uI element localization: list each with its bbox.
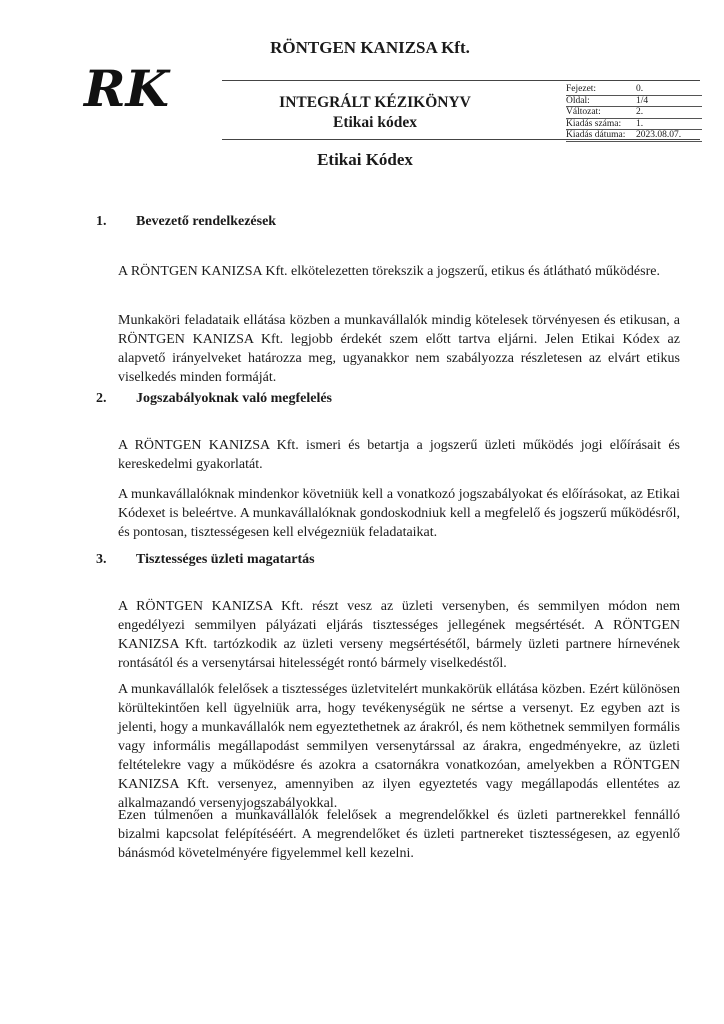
section-title: Tisztességes üzleti magatartás (136, 552, 315, 567)
company-name: RÖNTGEN KANIZSA Kft. (270, 38, 470, 57)
meta-row-issue-number (566, 119, 702, 131)
section-heading-3 (96, 552, 315, 568)
meta-row-page (566, 96, 702, 108)
meta-key: Fejezet: (566, 84, 597, 94)
meta-key: Kiadás dátuma: (566, 130, 626, 141)
section-number: 3. (96, 552, 107, 567)
section-number: 1. (96, 214, 107, 229)
meta-key: Változat: (566, 107, 601, 118)
manual-title: INTEGRÁLT KÉZIKÖNYV (279, 94, 471, 111)
section-number: 2. (96, 391, 107, 406)
meta-row-issue-date (566, 130, 702, 142)
meta-row-version (566, 107, 702, 119)
paragraph: A munkavállalóknak mindenkor követniük kell a vonatkozó jogszabályokat és előírásokat, az Etikai Kódexet is beleértve. A munkavállalóknak gondoskodniuk kell a megfelelő és jogszerű működésről, és pontosan, tisztességesen kell elvégezniük feladataikat. (118, 487, 680, 540)
paragraph: A RÖNTGEN KANIZSA Kft. ismeri és betartja a jogszerű üzleti működés jogi előírásait és kereskedelmi gyakorlatát. (118, 438, 680, 472)
meta-value: 1/4 (636, 95, 649, 106)
section-title: Jogszabályoknak való megfelelés (136, 391, 332, 406)
company-logo (78, 58, 228, 118)
meta-key: Kiadás száma: (566, 118, 622, 129)
document-title: Etikai Kódex (317, 150, 413, 169)
meta-row-chapter (566, 84, 702, 96)
paragraph: Ezen túlmenően a munkavállalók felelősek a megrendelőkkel és üzleti partnerekkel fennálló bizalmi kapcsolat felépítéséért. A megrendelőket és üzleti partnereket tisztességesen, az egyenlő bánásmód követelményére figyelemmel kell kezelni. (118, 808, 680, 861)
header-divider-top (222, 80, 700, 81)
svg-text:RK: RK (84, 59, 170, 118)
paragraph: A RÖNTGEN KANIZSA Kft. részt vesz az üzleti versenyben, és semmilyen módon nem engedélyezi semmilyen pályázati eljárás tisztességes jellegének megsértését. A RÖNTGEN KANIZSA Kft. tartózkodik az üzleti verseny megsértésétől, bármely üzleti partnere hírnevének rontásától és a versenytársai hitelességét rontó bármely viselkedéstől. (118, 599, 680, 671)
document-meta-table (566, 84, 702, 142)
section-heading-2 (96, 391, 332, 407)
paragraph: A RÖNTGEN KANIZSA Kft. elkötelezetten törekszik a jogszerű, etikus és átlátható működésre. (118, 264, 660, 279)
paragraph: Munkaköri feladataik ellátása közben a munkavállalók mindig kötelesek törvényesen és etikusan, a RÖNTGEN KANIZSA Kft. legjobb érdekét szem előtt tartva eljárni. Jelen Etikai Kódex az alapvető irányelveket határozza meg, ugyanakkor nem szabályozza részletesen az elvárt etikus viselkedés minden formáját. (118, 313, 680, 385)
meta-value: 2. (636, 107, 644, 118)
meta-key: Oldal: (566, 95, 590, 106)
manual-subtitle: Etikai kódex (333, 114, 417, 131)
meta-value: 0. (636, 84, 644, 94)
section-title: Bevezető rendelkezések (136, 214, 277, 229)
meta-value: 2023.08.07. (636, 130, 682, 141)
manual-title-block (262, 93, 488, 133)
section-heading-1 (96, 214, 276, 230)
meta-value: 1. (636, 118, 644, 129)
paragraph: A munkavállalók felelősek a tisztességes üzletvitelért munkakörük ellátása közben. Ezért különösen körültekintően kell ügyelniük arra, hogy tevékenységük ne sértse a versenyt. Ez egyben azt is jelenti, hogy a munkavállalók nem egyeztethetnek az árakról, és nem köthetnek semmilyen formális vagy informális megállapodást semmilyen versenytárssal az árakra, engedményekre, az üzleti feltételekre vagy a működésre és azokra a csatornákra vonatkozóan, amelyekben a RÖNTGEN KANIZSA Kft. versenyez, amennyiben az ilyen egyeztetés vagy megállapodás ellentétes az alkalmazandó versenyjogszabályokkal. (118, 682, 680, 811)
